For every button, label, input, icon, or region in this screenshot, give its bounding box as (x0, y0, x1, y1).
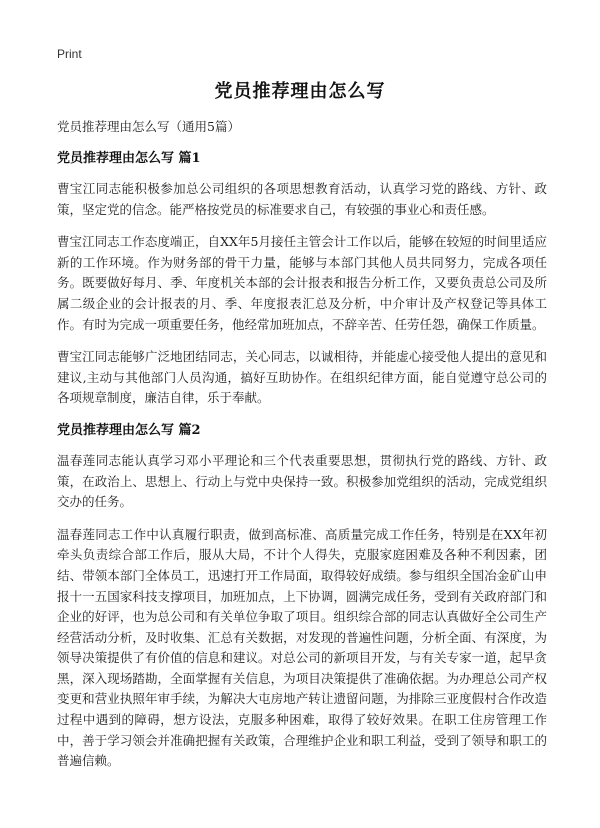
paragraph: 温春莲同志工作中认真履行职责，做到高标准、高质量完成工作任务，特别是在XX年初牵头负责综合部工作后，服从大局，不计个人得失，克服家庭困难及各种不利因素，团结、带领本部门全体员工，迅速打开工作局面，取得较好成绩。参与组织全国冶金矿山申报十一五国家科技支撑项目，加班加点，上下协调，圆满完成任务，受到有关政府部门和企业的好评，也为总公司和有关单位争取了项目。组织综合部的同志认真做好全公司生产经营活动分析，及时收集、汇总有关数据，对发现的普遍性问题，分析全面、有深度，为领导决策提供了有价值的信息和建议。对总公司的新项目开发，与有关专家一道，起早贪黑，深入现场踏勘，全面掌握有关信息，为项目决策提供了准确依据。为办理总公司产权变更和营业执照年审手续，为解决大屯房地产转让遗留问题，为排除三亚度假村合作改造过程中遇到的障碍，想方设法，克服多种困难，取得了较好效果。在职工住房管理工作中，善于学习领会并准确把握有关政策，合理维护企业和职工利益，受到了领导和职工的普遍信赖。 (57, 526, 547, 769)
document-subtitle: 党员推荐理由怎么写（通用5篇） (57, 119, 240, 134)
section-1 (57, 149, 547, 409)
paragraph: 曹宝江同志能够广泛地团结同志，关心同志，以诚相待，并能虚心接受他人提出的意见和建议,主动与其他部门人员沟通，搞好互助协作。在组织纪律方面，能自觉遵守总公司的各项规章制度，廉洁自律，乐于奉献。 (57, 349, 547, 406)
paragraph: 曹宝江同志工作态度端正，自XX年5月接任主管会计工作以后，能够在较短的时间里适应新的工作环境。作为财务部的骨干力量，能够与本部门其他人员共同努力，完成各项任务。既要做好每月、季、年度机关本部的会计报表和报告分析工作，又要负责总公司及所属二级企业的会计报表的月、季、年度报表汇总及分析，中介审计及产权登记等具体工作。有时为完成一项重要任务，他经常加班加点，不辞辛苦、任劳任怨，确保工作质量。 (57, 234, 547, 332)
document-title: 党员推荐理由怎么写 (214, 81, 386, 102)
section-2 (57, 421, 547, 772)
paragraph: 温春莲同志能认真学习邓小平理论和三个代表重要思想，贯彻执行党的路线、方针、政策，在政治上、思想上、行动上与党中央保持一致。积极参加党组织的活动，完成党组织交办的任务。 (57, 452, 547, 510)
paragraph: 曹宝江同志能积极参加总公司组织的各项思想教育活动，认真学习党的路线、方针、政策，坚定党的信念。能严格按党员的标准要求自己，有较强的事业心和责任感。 (57, 181, 547, 217)
print-link[interactable]: Print (57, 47, 82, 61)
section-heading: 党员推荐理由怎么写 篇1 (57, 151, 201, 166)
section-heading: 党员推荐理由怎么写 篇2 (57, 422, 201, 438)
document-body (57, 117, 547, 784)
